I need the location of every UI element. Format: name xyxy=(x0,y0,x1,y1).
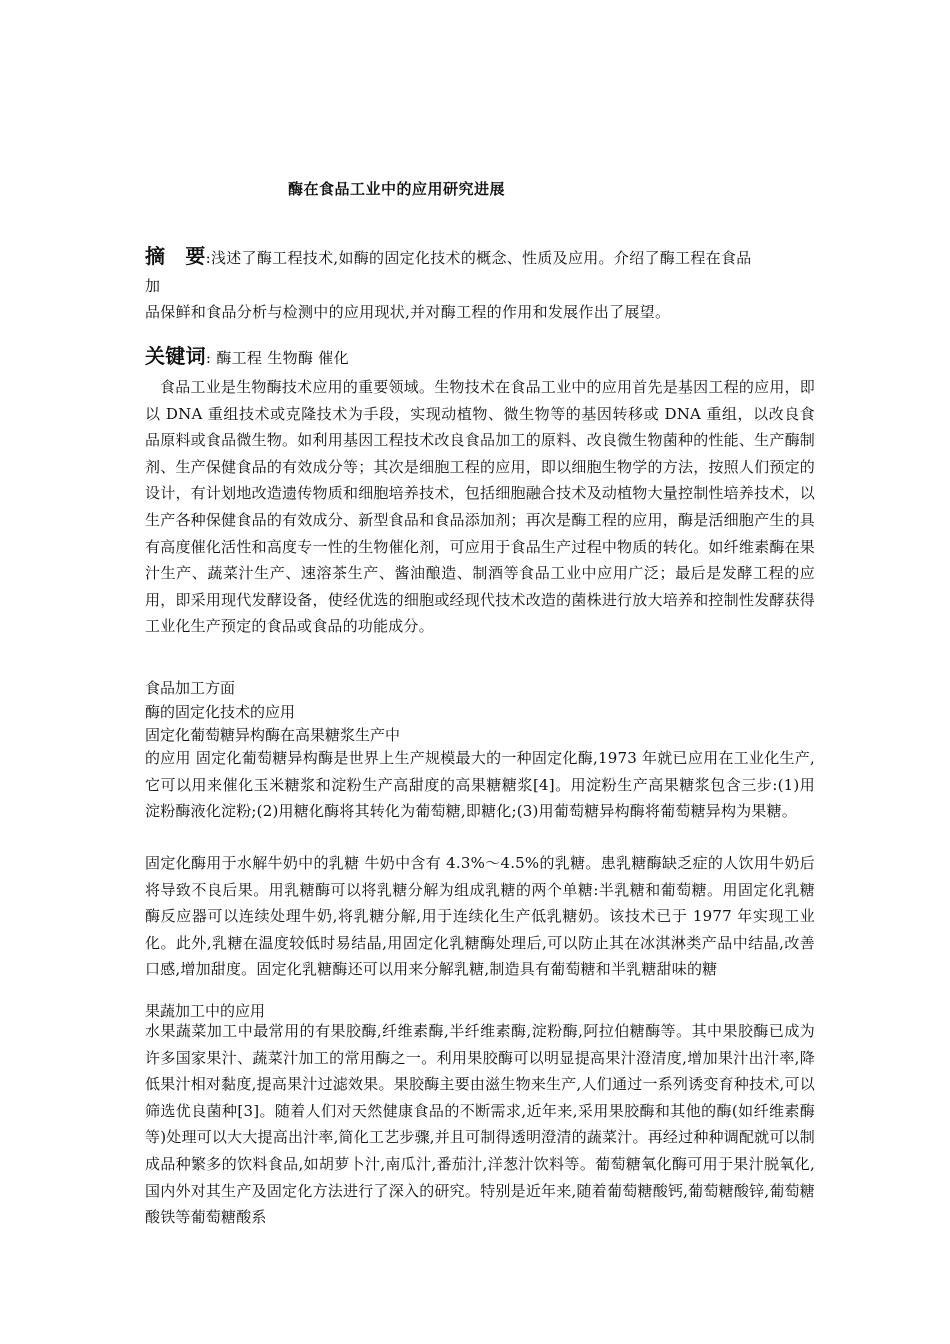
keywords-text: : 酶工程 生物酶 催化 xyxy=(205,349,349,367)
abstract-line-3: 品保鲜和食品分析与检测中的应用现状,并对酶工程的作用和发展作出了展望。 xyxy=(145,303,671,321)
page-title: 酶在食品工业中的应用研究进展 xyxy=(288,180,506,198)
abstract-label-b: 要 xyxy=(185,244,206,268)
keywords-line xyxy=(145,340,349,369)
abstract-line-1 xyxy=(145,240,752,269)
abstract-label-a: 摘 xyxy=(145,244,166,268)
intro-paragraph: 食品工业是生物酶技术应用的重要领域。生物技术在食品工业中的应用首先是基因工程的应用，即以 DNA 重组技术或克隆技术为手段，实现动植物、微生物等的基因转移或 DNA 重组，以改良食品原料或食品微生物。如利用基因工程技术改良食品加工的原料、改良微生物菌种的性能、生产酶制剂、生产保健食品的有效成分等；其次是细胞工程的应用，即以细胞生物学的方法，按照人们预定的设计，有计划地改造遗传物质和细胞培养技术，包括细胞融合技术及动植物大量控制性培养技术，以生产各种保健食品的有效成分、新型食品和食品添加剂；再次是酶工程的应用，酶是活细胞产生的具有高度催化活性和高度专一性的生物催化剂，可应用于食品生产过程中物质的转化。如纤维素酶在果汁生产、蔬菜汁生产、速溶茶生产、酱油酿造、制酒等食品工业中应用广泛；最后是发酵工程的应用，即采用现代发酵设备，使经优选的细胞或经现代技术改造的菌株进行放大培养和控制性发酵获得工业化生产预定的食品或食品的功能成分。 xyxy=(145,378,815,636)
section-heading-fruit-vegetable: 果蔬加工中的应用 xyxy=(145,1002,266,1020)
abstract-line-2: 加 xyxy=(145,277,161,295)
section-heading-food-processing: 食品加工方面 xyxy=(145,679,236,697)
paragraph-lactose: 固定化酶用于水解牛奶中的乳糖 牛奶中含有 4.3%～4.5%的乳糖。患乳糖酶缺乏症的人饮用牛奶后将导致不良后果。用乳糖酶可以将乳糖分解为组成乳糖的两个单糖:半乳糖和葡萄糖。用固定化乳糖酶反应器可以连续处理牛奶,将乳糖分解,用于连续化生产低乳糖奶。该技术已于 1977 年实现工业化。此外,乳糖在温度较低时易结晶,用固定化乳糖酶处理后,可以防止其在冰淇淋类产品中结晶,改善口感,增加甜度。固定化乳糖酶还可以用来分解乳糖,制造具有葡萄糖和半乳糖甜味的糖 xyxy=(145,854,815,979)
abstract-text-1: :浅述了酶工程技术,如酶的固定化技术的概念、性质及应用。介绍了酶工程在食品 xyxy=(205,249,752,267)
keywords-label: 关键词 xyxy=(145,344,206,368)
section-heading-glucose-isomerase: 固定化葡萄糖异构酶在高果糖浆生产中 xyxy=(145,726,401,744)
paragraph-hfcs: 的应用 固定化葡萄糖异构酶是世界上生产规模最大的一种固定化酶,1973 年就已应用在工业化生产,它可以用来催化玉米糖浆和淀粉生产高甜度的高果糖糖浆[4]。用淀粉生产高果糖浆包含三步:(1)用淀粉酶液化淀粉;(2)用糖化酶将其转化为葡萄糖,即糖化;(3)用葡萄糖异构酶将葡萄糖异构为果糖。 xyxy=(145,749,815,821)
paragraph-fruit-vegetable: 水果蔬菜加工中最常用的有果胶酶,纤维素酶,半纤维素酶,淀粉酶,阿拉伯糖酶等。其中果胶酶已成为许多国家果汁、蔬菜汁加工的常用酶之一。利用果胶酶可以明显提高果汁澄清度,增加果汁出汁率,降低果汁相对黏度,提高果汁过滤效果。果胶酶主要由滋生物来生产,人们通过一系列诱变育种技术,可以筛选优良菌种[3]。随着人们对天然健康食品的不断需求,近年来,采用果胶酶和其他的酶(如纤维素酶等)处理可以大大提高出汁率,简化工艺步骤,并且可制得透明澄清的蔬菜汁。再经过种种调配就可以制成品种繁多的饮料食品,如胡萝卜汁,南瓜汁,番茄汁,洋葱汁饮料等。葡萄糖氧化酶可用于果汁脱氧化,国内外对其生产及固定化方法进行了深入的研究。特别是近年来,随着葡萄糖酸钙,葡萄糖酸锌,葡萄糖酸铁等葡萄糖酸系 xyxy=(145,1022,815,1227)
section-heading-immobilization: 酶的固定化技术的应用 xyxy=(145,703,296,721)
